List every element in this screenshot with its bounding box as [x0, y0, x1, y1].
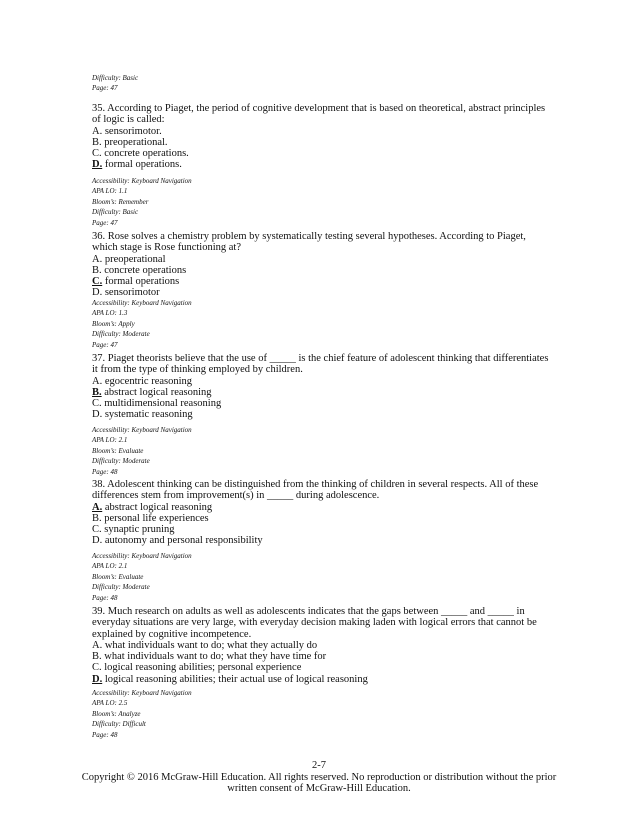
option-a: A. egocentric reasoning [92, 375, 193, 387]
question-stem: 35. According to Piaget, the period of cognitive development that is based on theoretical, abstract principles of logic is called: [92, 103, 546, 126]
question-stem: 36. Rose solves a chemistry problem by systematically testing several hypotheses. According to Piaget, which stage is Rose functioning at? [92, 231, 526, 254]
metadata-line: Page: 48 [92, 730, 118, 739]
option-a: A. abstract logical reasoning [92, 501, 213, 513]
question-stem: 37. Piaget theorists believe that the use of _____ is the chief feature of adolescent thinking that differentiates it from the type of thinking employed by children. [92, 353, 549, 376]
metadata-line: Accessibility: Keyboard Navigation [92, 689, 192, 697]
metadata-line: Page: 47 [92, 218, 118, 227]
top-metadata [92, 73, 138, 94]
metadata-line: APA LO: 2.1 [92, 562, 128, 571]
question-35 [92, 103, 550, 171]
metadata-line: Accessibility: Keyboard Navigation [92, 299, 192, 307]
option-a: A. preoperational [92, 253, 166, 265]
metadata-line: APA LO: 1.3 [92, 309, 128, 318]
option-c: C. synaptic pruning [92, 524, 175, 536]
question-stem: 38. Adolescent thinking can be distinguished from the thinking of children in several respects. All of these differences stem from improvement(s) in _____ during adolescence. [92, 479, 539, 502]
metadata-line: Difficulty: Basic [92, 74, 139, 82]
metadata-line: Accessibility: Keyboard Navigation [92, 426, 192, 434]
metadata-line: Page: 48 [92, 593, 118, 602]
metadata-line: Difficulty: Difficult [92, 720, 146, 729]
question-35-metadata [92, 176, 192, 228]
option-b: B. what individuals want to do; what they have time for [92, 651, 327, 663]
question-39-metadata [92, 688, 192, 740]
metadata-line: Difficulty: Moderate [92, 583, 150, 592]
metadata-line: Difficulty: Basic [92, 208, 139, 217]
metadata-line: Bloom’s: Remember [92, 197, 149, 206]
metadata-line: Accessibility: Keyboard Navigation [92, 552, 192, 560]
metadata-line: APA LO: 2.1 [92, 436, 128, 445]
metadata-line: Bloom’s: Analyze [92, 709, 141, 718]
metadata-line: Difficulty: Moderate [92, 457, 150, 466]
metadata-line: Page: 47 [92, 84, 118, 93]
question-36-metadata [92, 298, 192, 350]
option-a: A. what individuals want to do; what they actually do [92, 639, 318, 651]
question-37-metadata [92, 425, 192, 477]
option-d: D. systematic reasoning [92, 409, 193, 421]
copyright-line: written consent of McGraw-Hill Education. [227, 783, 411, 794]
question-36 [92, 231, 550, 299]
page-number: 2-7 [312, 760, 326, 771]
option-a: A. sensorimotor. [92, 125, 162, 137]
option-b: B. abstract logical reasoning [92, 386, 212, 398]
metadata-line: Difficulty: Moderate [92, 330, 150, 339]
question-38-metadata [92, 551, 192, 603]
page-footer [80, 760, 558, 795]
metadata-line: Bloom’s: Evaluate [92, 446, 144, 455]
option-b: B. preoperational. [92, 136, 168, 148]
metadata-line: APA LO: 2.5 [92, 699, 128, 708]
question-37 [92, 353, 550, 421]
option-c: C. logical reasoning abilities; personal experience [92, 662, 302, 674]
option-d: D. formal operations. [92, 159, 182, 171]
option-c: C. formal operations [92, 276, 180, 288]
option-d: D. autonomy and personal responsibility [92, 535, 263, 547]
option-b: B. concrete operations [92, 264, 187, 276]
option-b: B. personal life experiences [92, 512, 209, 524]
metadata-line: Bloom’s: Apply [92, 319, 135, 328]
question-38 [92, 479, 550, 547]
metadata-line: Accessibility: Keyboard Navigation [92, 177, 192, 185]
copyright-line: Copyright © 2016 McGraw-Hill Education. All rights reserved. No reproduction or distribution without the prior [81, 771, 557, 783]
metadata-line: Page: 48 [92, 467, 118, 476]
metadata-line: APA LO: 1.1 [92, 187, 128, 196]
question-stem: 39. Much research on adults as well as adolescents indicates that the gaps between _____ and _____ in everyday situations are very large, with everyday decision making laden with logical errors that cannot be explained by cognitive incompetence. [92, 606, 537, 640]
question-39 [92, 606, 550, 685]
option-c: C. concrete operations. [92, 148, 189, 160]
metadata-line: Bloom’s: Evaluate [92, 572, 144, 581]
option-d: D. logical reasoning abilities; their actual use of logical reasoning [92, 673, 368, 685]
option-d: D. sensorimotor [92, 287, 160, 299]
metadata-line: Page: 47 [92, 340, 118, 349]
option-c: C. multidimensional reasoning [92, 398, 222, 410]
